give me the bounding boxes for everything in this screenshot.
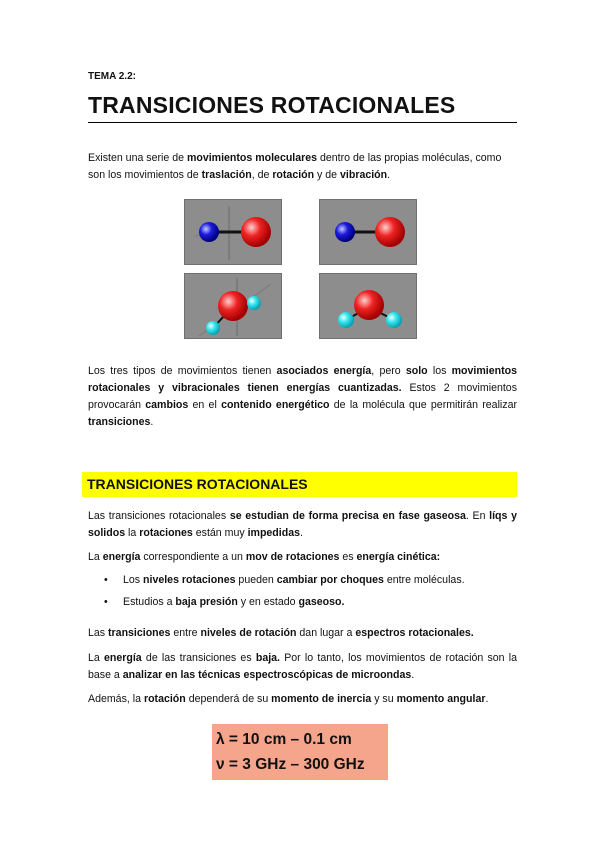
bullet-list	[100, 572, 510, 616]
page-title: TRANSICIONES ROTACIONALES	[88, 90, 517, 123]
frequency-range: ν = 3 GHz – 300 GHz	[216, 756, 365, 773]
list-item: • Estudios a baja presión y en estado gaseoso.	[100, 594, 510, 611]
triatomic-rotation-icon	[184, 273, 282, 339]
energy-paragraph: Los tres tipos de movimientos tienen asociados energía, pero solo los movimientos rotacionales y vibracionales tienen energías cuantizadas. Estos 2 movimientos provocarán cambios en el contenido energético de la molécula que permitirán realizar transiciones.	[88, 365, 517, 428]
bullet-icon: •	[104, 574, 108, 586]
diatomic-vibration-icon	[319, 199, 417, 265]
microwave-paragraph: La energía de las transiciones es baja. Por lo tanto, los movimientos de rotación son la base a analizar en las técnicas espectroscópicas de microondas.	[88, 652, 518, 681]
gas-phase-paragraph: Las transiciones rotacionales se estudian de forma precisa en fase gaseosa. En líqs y solidos la rotaciones están muy impedidas.	[88, 510, 518, 539]
triatomic-vibration-icon	[319, 273, 417, 339]
spectra-paragraph: Las transiciones entre niveles de rotación dan lugar a espectros rotacionales.	[88, 627, 474, 639]
section-heading: TRANSICIONES ROTACIONALES	[82, 472, 517, 497]
list-item: • Los niveles rotaciones pueden cambiar por choques entre moléculas.	[100, 572, 510, 589]
intro-paragraph: Existen una serie de movimientos moleculares dentro de las propias moléculas, como son los movimientos de traslación, de rotación y de vibración.	[88, 152, 502, 181]
kinetic-energy-paragraph: La energía correspondiente a un mov de rotaciones es energía cinética:	[88, 551, 441, 563]
diatomic-rotation-icon	[184, 199, 282, 265]
bullet-icon: •	[104, 596, 108, 608]
formula-box	[212, 724, 388, 780]
topic-number: TEMA 2.2:	[88, 71, 136, 82]
inertia-paragraph: Además, la rotación dependerá de su momento de inercia y su momento angular.	[88, 693, 489, 705]
wavelength-range: λ = 10 cm – 0.1 cm	[216, 731, 352, 748]
